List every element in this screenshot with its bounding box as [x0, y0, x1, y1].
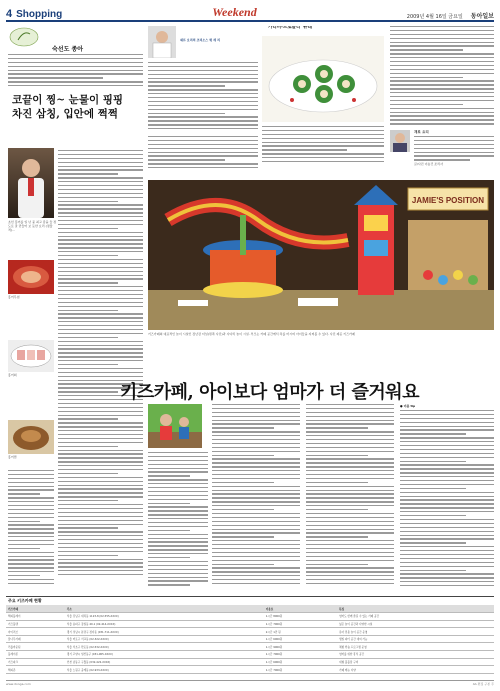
- kids-cafe-photo: [148, 180, 494, 330]
- table-cell: 카페 메뉴 다양: [337, 666, 494, 674]
- article-body-left-b: [8, 470, 54, 590]
- side-author-text: [414, 136, 494, 162]
- dish-photo-3: [8, 420, 54, 454]
- photo-caption: 키즈카페의 대표적인 놀이 시설인 장난감 터널(왼쪽 사진)과 사다리 놀이 시설. 부모는 카페 공간에서 차를 마시며 아이들을 지켜볼 수 있다. 사진 제공 키즈카페: [148, 332, 355, 336]
- chef-photo: [148, 26, 176, 58]
- main-headline: 키즈카페, 아이보다 엄마가 더 즐거워요: [120, 382, 420, 403]
- scallop-dish-photo: [262, 36, 384, 122]
- table-row: [6, 658, 494, 666]
- side-title: 재료 요리: [414, 130, 429, 134]
- table-cell: 1시간 8000원: [264, 613, 337, 621]
- header-meta: [407, 11, 494, 20]
- table-cell: 서울 강남구 대치동 1123-8 (02-555-XXXX): [65, 613, 264, 621]
- table-cell: 키즈파크: [6, 658, 65, 666]
- main-article-col2: [212, 404, 300, 590]
- table-cell: 1시간 6000원: [264, 635, 337, 643]
- paper-name: 동아일보: [470, 13, 494, 20]
- table-header-cell: 이용료: [264, 605, 337, 613]
- dish-label-2: 홍어회: [8, 373, 17, 377]
- dish-photo-1: [8, 260, 54, 294]
- page-header: [6, 6, 494, 22]
- right-column-text: [390, 26, 494, 128]
- footer-right: 4A 편집 구본 주: [472, 682, 494, 686]
- table-cell: 체험 학습 프로그램 운영: [337, 643, 494, 651]
- table-cell: 1시간 7000원: [264, 666, 337, 674]
- magazine-logo: Weekend: [212, 5, 257, 19]
- table-cell: 리틀마운틴: [6, 643, 65, 651]
- table-cell: 해피존: [6, 666, 65, 674]
- table-cell: 유아 전용 놀이 공간 운영: [337, 628, 494, 636]
- dish-label-1: 홍어무침: [8, 295, 20, 299]
- table-cell: 해피플레이: [6, 613, 65, 621]
- profile-caption: 초선 홍어를 일 년 중 최고 감을 들 정도로 잘 만들어 보 듯한 요리 (정물적)...: [8, 220, 57, 232]
- chef-column-text: [148, 62, 258, 132]
- recipe-column-label: 가리비-브로콜리 '퓨레': [268, 26, 314, 30]
- side-author-photo: [390, 130, 410, 152]
- table-cell: 아이러브: [6, 628, 65, 636]
- table-cell: 서울 송파구 잠실동 40-1 (02-414-XXXX): [65, 620, 264, 628]
- kids-inset-photo: [148, 404, 202, 448]
- table-cell: 플레이존: [6, 651, 65, 659]
- recipe-steps: [262, 126, 384, 166]
- table-title: 주요 키즈카페 현황: [8, 598, 42, 603]
- table-header-cell: 특징: [337, 605, 494, 613]
- table-cell: 서울 노원구 중계동 (02-933-XXXX): [65, 666, 264, 674]
- article-body-left-a: [58, 150, 143, 590]
- page-number: 4: [6, 8, 13, 20]
- chef-recipe-list: [148, 136, 258, 174]
- table-header-cell: 주소: [65, 605, 264, 613]
- table-cell: 꿈나무카페: [6, 635, 65, 643]
- table-header-row: [6, 605, 494, 613]
- table-cell: 서울 마포구 서교동 (02-322-XXXX): [65, 635, 264, 643]
- table-cell: 경기 성남시 분당구 정자동 (031-711-XXXX): [65, 628, 264, 636]
- table-cell: 엄마도 함께 즐길 수 있는 카페 공간: [337, 613, 494, 621]
- column-badge: 숙선도 종아: [52, 46, 84, 53]
- chef-caption: 셰프 요리의 조리소스 혁 세 리: [180, 38, 220, 42]
- table-cell: 생일 파티 공간 대여 가능: [337, 635, 494, 643]
- table-cell: 대형 볼풀장 구비: [337, 658, 494, 666]
- page-footer: [6, 680, 494, 687]
- intro-text: [8, 54, 143, 88]
- section-label: [6, 8, 62, 20]
- table-cell: 인천 남동구 구월동 (032-422-XXXX): [65, 658, 264, 666]
- tip-box-title: ● 이용 tip: [400, 404, 416, 408]
- table-cell: 1시간 9000원: [264, 643, 337, 651]
- table-row: [6, 651, 494, 659]
- column-logo: [8, 26, 40, 48]
- table-row: [6, 620, 494, 628]
- footer-left: www.donga.com: [6, 682, 31, 686]
- table-cell: 엄마를 위한 휴식 공간: [337, 651, 494, 659]
- dish-photo-2: [8, 340, 54, 372]
- leaf-logo-icon: [8, 26, 40, 48]
- table-cell: 넓은 놀이 공간과 다양한 시설: [337, 620, 494, 628]
- kids-cafe-table: [6, 596, 494, 678]
- table-cell: 1시간 7000원: [264, 651, 337, 659]
- side-author: 글/사진 이승건 조리사: [414, 162, 444, 166]
- table-cell: 2시간 1만 원: [264, 628, 337, 636]
- table-cell: 키즈플랜: [6, 620, 65, 628]
- subhead-line1: 코끝이 찡~ 눈물이 핑핑: [12, 94, 124, 106]
- table-cell: 경기 고양시 일산동구 (031-905-XXXX): [65, 651, 264, 659]
- main-article-col1: [148, 452, 208, 590]
- section-name: Shopping: [16, 9, 63, 20]
- main-article-col3: [306, 404, 394, 590]
- subhead-line2: 차진 삼칭, 입안에 쩍쩍: [12, 108, 118, 120]
- table-row: [6, 613, 494, 621]
- cafe-sign-text: JAMIE'S POSITION: [411, 196, 485, 205]
- table-cell: 서울 서초구 반포동 (02-532-XXXX): [65, 643, 264, 651]
- table-row: [6, 643, 494, 651]
- chef-profile-photo: [8, 148, 54, 218]
- tip-box-text: [400, 410, 494, 590]
- table-cell: 1시간 6000원: [264, 658, 337, 666]
- table-row: [6, 666, 494, 674]
- issue-date: 2009년 4월 16일 금요일: [406, 14, 463, 20]
- table-header-cell: 키즈카페: [6, 605, 65, 613]
- table-cell: 1시간 7000원: [264, 620, 337, 628]
- data-table: [6, 605, 494, 674]
- table-row: [6, 628, 494, 636]
- dish-label-3: 홍어찜: [8, 455, 17, 459]
- table-row: [6, 635, 494, 643]
